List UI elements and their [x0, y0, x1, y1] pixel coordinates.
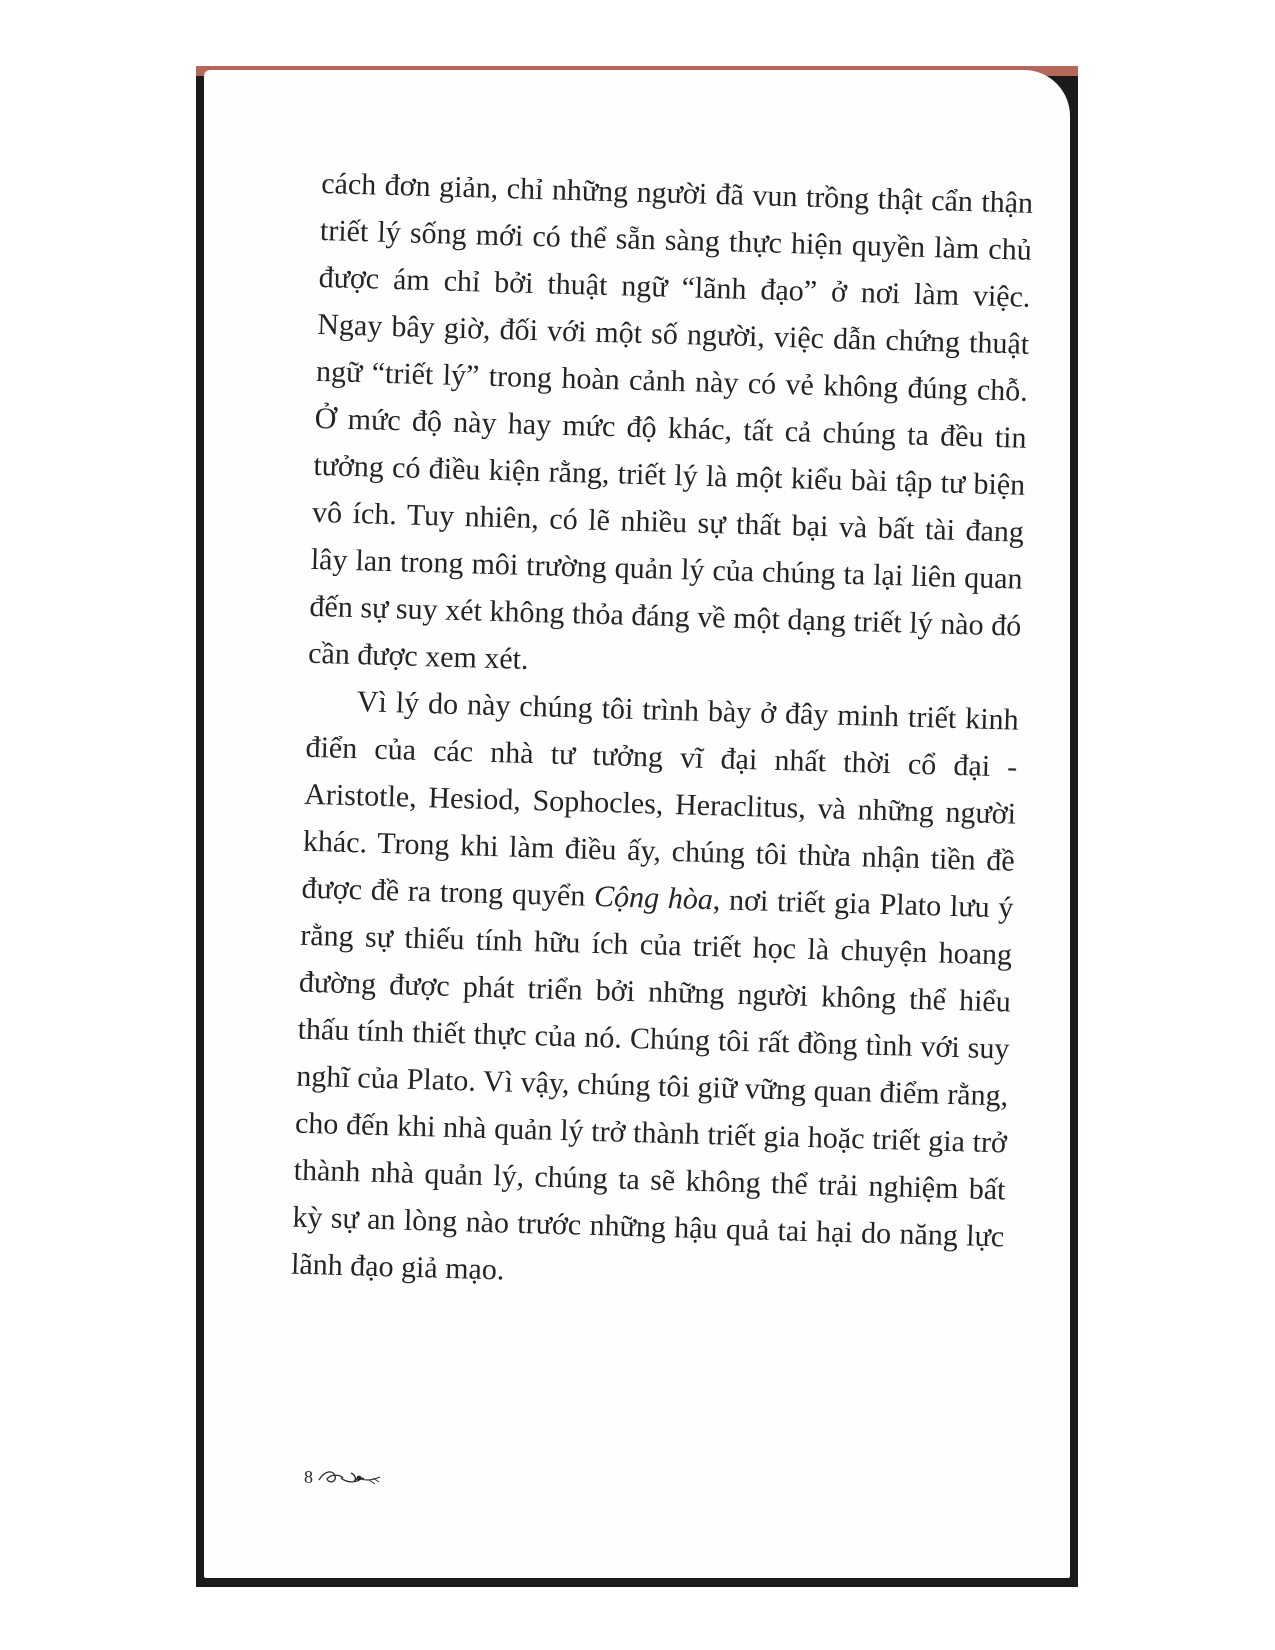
book-page: [204, 70, 1070, 1578]
scan-frame: [196, 66, 1078, 1587]
body-text: [291, 160, 1034, 1307]
paragraph-2-part-2: , nơi triết gia Plato lưu ý rằng sự thiếu tính hữu ích của triết học là chuyện hoang đường được phát triển bởi những người không thể hiểu thấu tính thiết thực của nó. Chúng tôi rất đồng tình với suy nghĩ của Plato. Vì vậy, chúng tôi giữ vững quan điểm rằng, cho đến khi nhà quản lý trở thành triết gia hoặc triết gia trở thành nhà quản lý, chúng ta sẽ không thể trải nghiệm bất kỳ sự an lòng nào trước những hậu quả tai hại do năng lực lãnh đạo giả mạo.: [290, 883, 1014, 1287]
page-number: 8: [304, 1466, 313, 1487]
paragraph-2-part-1: Vì lý do này chúng tôi trình bày ở đây minh triết kinh điển của các nhà tư tưởng vĩ đại nhất thời cổ đại - Aristotle, Hesiod, Sophocles, Heraclitus, và những người khác. Trong khi làm điều ấy, chúng tôi thừa nhận tiền đề được đề ra trong quyển: [301, 685, 1020, 913]
flourish-ornament-icon: [317, 1466, 383, 1488]
paragraph-2: [291, 677, 1020, 1308]
book-title-republic: Cộng hòa: [593, 879, 714, 917]
paragraph-1: cách đơn giản, chỉ những người đã vun trồng thật cẩn thận triết lý sống mới có thể sẵn sàng thực hiện quyền làm chủ được ám chỉ bởi thuật ngữ “lãnh đạo” ở nơi làm việc. Ngay bây giờ, đối với một số người, việc dẫn chứng thuật ngữ “triết lý” trong hoàn cảnh này có vẻ không đúng chỗ. Ở mức độ này hay mức độ khác, tất cả chúng ta đều tin tưởng có điều kiện rằng, triết lý là một kiểu bài tập tư biện vô ích. Tuy nhiên, có lẽ nhiều sự thất bại và bất tài đang lây lan trong môi trường quản lý của chúng ta lại liên quan đến sự suy xét không thỏa đáng về một dạng triết lý nào đó cần được xem xét.: [307, 166, 1034, 676]
page-footer: [304, 1466, 383, 1488]
